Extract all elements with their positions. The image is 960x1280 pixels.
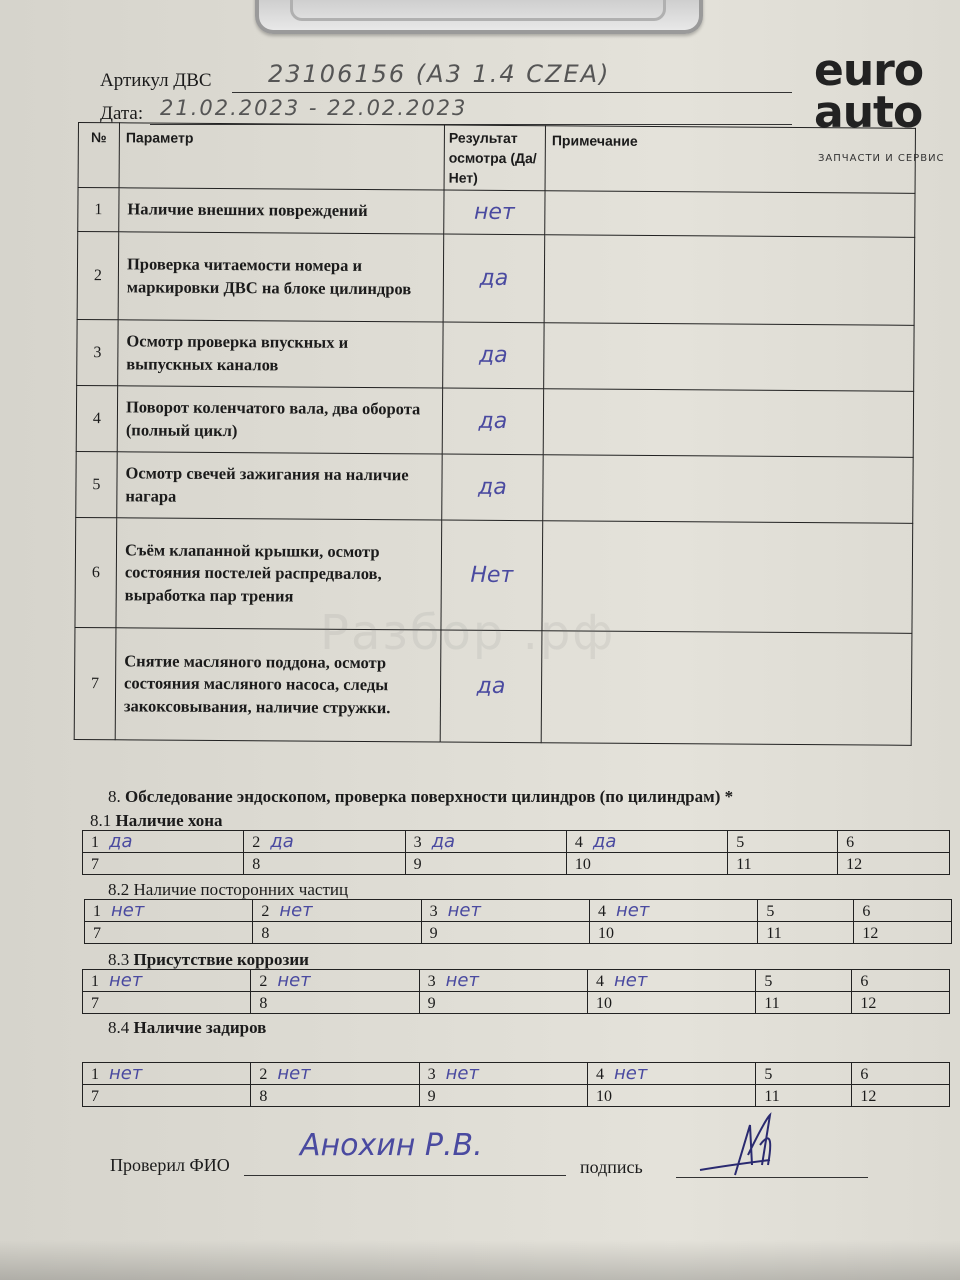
row-note	[543, 455, 913, 524]
result-handwriting: Нет	[470, 562, 514, 589]
row-result	[443, 322, 544, 389]
cell: 10	[589, 922, 757, 944]
result-handwriting: да	[476, 673, 506, 699]
grid-8-4	[82, 1062, 950, 1107]
cell: 6	[838, 831, 950, 853]
cell: 4 нет	[589, 900, 757, 922]
row-num: 5	[76, 451, 117, 517]
result-handwriting: да	[478, 408, 508, 435]
row-num: 3	[77, 319, 118, 385]
engine-article-label: Артикул ДВС	[100, 70, 212, 91]
result-handwriting: нет	[473, 199, 515, 226]
cell: 5	[728, 831, 838, 853]
subsection-8-1-title	[90, 811, 223, 831]
cell: 3 нет	[419, 970, 587, 992]
logo-subtitle: ЗАПЧАСТИ И СЕРВИС	[818, 153, 945, 164]
section8-prefix: 8.	[108, 787, 121, 806]
grid-8-2	[84, 899, 952, 944]
cell: 2 да	[244, 831, 405, 853]
row-num: 4	[76, 385, 117, 451]
cell: 1 нет	[83, 1063, 251, 1085]
table-row	[76, 385, 913, 457]
cell: 12	[854, 922, 952, 944]
cell: 4 нет	[587, 970, 755, 992]
table-row	[77, 232, 915, 326]
row-num: 2	[77, 232, 119, 320]
cell: 8	[244, 853, 405, 875]
cell: 1 нет	[83, 970, 251, 992]
section8-title-text: Обследование эндоскопом, проверка поверхности цилиндров (по цилиндрам) *	[125, 787, 734, 806]
header-num: №	[78, 123, 119, 188]
cell: 2 нет	[251, 970, 419, 992]
cell: 1 нет	[85, 900, 253, 922]
cell: 7	[85, 922, 253, 944]
signature-mark	[690, 1105, 810, 1185]
row-result	[442, 388, 543, 455]
row-note	[543, 389, 913, 458]
cell: 9	[419, 992, 587, 1014]
section8-title	[108, 787, 733, 807]
table-row	[77, 319, 914, 391]
header-result: Результат осмотра (Да/Нет)	[444, 125, 545, 191]
grid-8-1	[82, 830, 950, 875]
row-param: Съём клапанной крышки, осмотр состояния постелей распредвалов, выработка пар трения	[116, 518, 442, 630]
row-result	[442, 454, 543, 521]
cell: 6	[852, 1063, 950, 1085]
engine-article-line	[232, 92, 792, 93]
cell: 10	[587, 1085, 755, 1107]
cell: 4 нет	[587, 1063, 755, 1085]
checked-by-name: Анохин Р.В.	[300, 1128, 483, 1163]
subsection-8-2-title	[108, 880, 348, 900]
cell: 8	[251, 992, 419, 1014]
row-note	[545, 191, 915, 238]
header-note: Примечание	[545, 126, 915, 194]
subsection-title: Наличие задиров	[133, 1018, 267, 1037]
cell: 12	[838, 853, 950, 875]
cell: 11	[756, 1085, 852, 1107]
cell: 7	[83, 853, 244, 875]
row-result	[444, 190, 545, 235]
cell: 6	[854, 900, 952, 922]
grid-8-3	[82, 969, 950, 1014]
result-handwriting: да	[478, 342, 508, 369]
header-param: Параметр	[119, 123, 444, 190]
subsection-num: 8.1	[90, 811, 112, 830]
result-handwriting: да	[479, 265, 509, 292]
row-num: 7	[74, 627, 116, 739]
cell: 12	[852, 1085, 950, 1107]
cell: 11	[756, 992, 852, 1014]
table-row	[76, 451, 913, 523]
signature-label: подпись	[580, 1157, 643, 1177]
cell: 8	[251, 1085, 419, 1107]
logo-line-2: auto	[814, 87, 923, 138]
result-handwriting: да	[478, 474, 507, 501]
row-num: 6	[75, 517, 117, 627]
subsection-num: 8.4	[108, 1018, 130, 1037]
cell: 5	[756, 1063, 852, 1085]
checked-by-label: Проверил ФИО	[110, 1155, 230, 1175]
row-param: Проверка читаемости номера и маркировки ДВС на блоке цилиндров	[118, 232, 444, 322]
cell: 11	[758, 922, 854, 944]
row-num: 1	[78, 188, 119, 232]
subsection-title: Наличие хона	[115, 811, 223, 830]
checked-by-line	[244, 1175, 566, 1176]
cell: 1 да	[83, 831, 244, 853]
row-param: Осмотр свечей зажигания на наличие нагара	[117, 452, 442, 520]
table-header-row	[78, 123, 915, 194]
subsection-8-3-title	[108, 950, 309, 970]
cell: 10	[587, 992, 755, 1014]
row-param: Поворот коленчатого вала, два оборота (полный цикл)	[117, 386, 442, 454]
cell: 7	[83, 992, 251, 1014]
subsection-title: Наличие посторонних частиц	[133, 880, 349, 899]
cell: 9	[421, 922, 589, 944]
row-param: Наличие внешних повреждений	[119, 188, 444, 234]
row-note	[544, 323, 914, 392]
cell: 2 нет	[251, 1063, 419, 1085]
subsection-num: 8.3	[108, 950, 130, 969]
table-row	[78, 188, 915, 238]
cell: 9	[405, 853, 566, 875]
row-param: Снятие масляного поддона, осмотр состояния масляного насоса, следы закоксовывания, наличие стружки.	[115, 628, 441, 742]
engine-article-value: 23106156 (A3 1.4 CZEA)	[268, 60, 611, 88]
cell: 8	[253, 922, 421, 944]
cell: 9	[419, 1085, 587, 1107]
cell: 7	[83, 1085, 251, 1107]
cell: 5	[756, 970, 852, 992]
row-note	[544, 235, 915, 326]
subsection-title: Присутствие коррозии	[133, 950, 309, 969]
watermark: Разбор .рф	[320, 605, 616, 661]
cell: 10	[566, 853, 727, 875]
cell: 3 да	[405, 831, 566, 853]
subsection-8-4-title	[108, 1018, 266, 1038]
row-result	[443, 234, 545, 323]
subsection-num: 8.2	[108, 880, 130, 899]
cell: 11	[728, 853, 838, 875]
cell: 3 нет	[421, 900, 589, 922]
euroauto-logo	[814, 45, 934, 138]
row-param: Осмотр проверка впускных и выпускных каналов	[118, 320, 443, 388]
page-shadow	[0, 1240, 960, 1280]
cell: 2 нет	[253, 900, 421, 922]
date-label: Дата:	[100, 103, 144, 124]
clipboard-clip-inner	[290, 0, 666, 21]
cell: 4 да	[566, 831, 727, 853]
cell: 6	[852, 970, 950, 992]
cell: 12	[852, 992, 950, 1014]
date-value: 21.02.2023 - 22.02.2023	[160, 96, 468, 120]
cell: 3 нет	[419, 1063, 587, 1085]
cell: 5	[758, 900, 854, 922]
logo-line-1: euro	[814, 45, 924, 96]
